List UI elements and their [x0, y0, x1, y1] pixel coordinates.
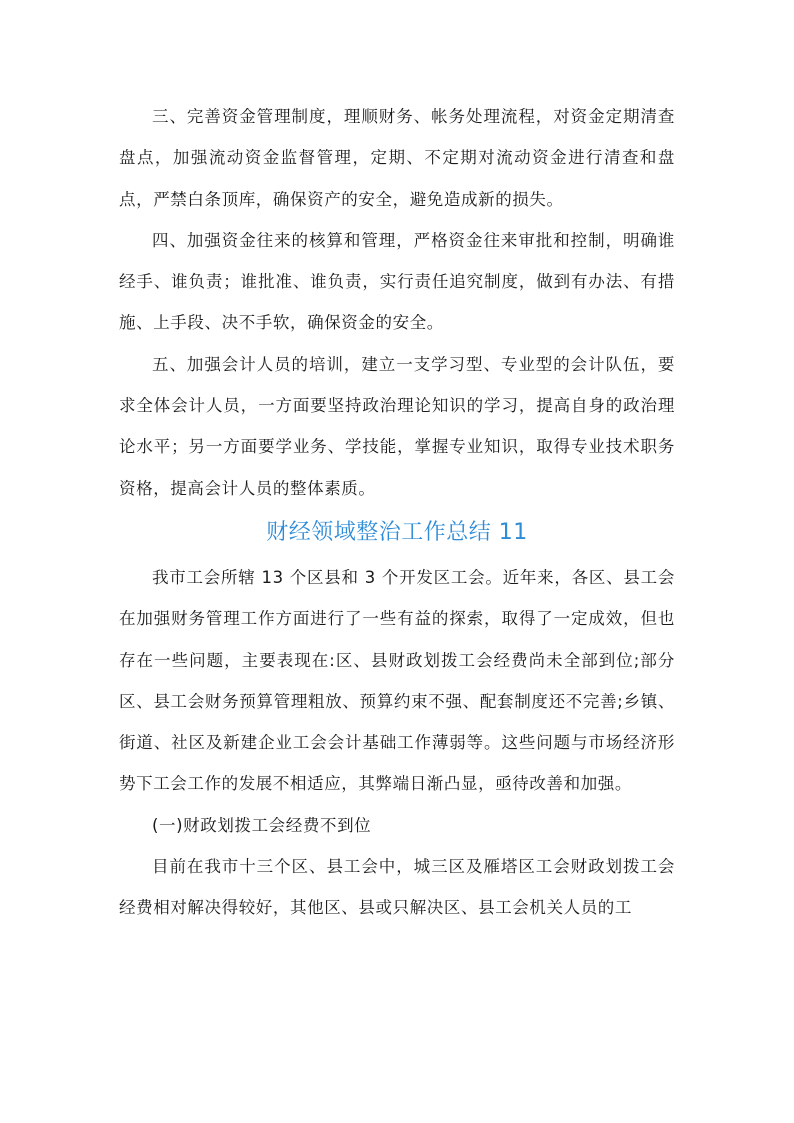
paragraph-current-situation: 目前在我市十三个区、县工会中，城三区及雁塔区工会财政划拨工会经费相对解决得较好，其他区、县或只解决区、县工会机关人员的工	[119, 857, 675, 918]
paragraph-fund-management: 三、完善资金管理制度，理顺财务、帐务处理流程，对资金定期清查盘点，加强流动资金监督管理，定期、不定期对流动资金进行清查和盘点，严禁白条顶库，确保资产的安全，避免造成新的损失。	[119, 107, 675, 209]
section-title: 财经领域整治工作总结 11	[266, 519, 528, 545]
paragraph-fund-accounting: 四、加强资金往来的核算和管理，严格资金往来审批和控制，明确谁经手、谁负责；谁批准、谁负责，实行责任追究制度，做到有办法、有措施、上手段、决不手软，确保资金的安全。	[119, 230, 675, 333]
subheading-funding-not-in-place: (一)财政划拨工会经费不到位	[152, 815, 372, 835]
document-page	[119, 96, 675, 929]
paragraph-union-overview: 我市工会所辖 13 个区县和 3 个开发区工会。近年来，各区、县工会在加强财务管理工作方面进行了一些有益的探索，取得了一定成效，但也存在一些问题，主要表现在:区、县财政划拨工会经费尚未全部到位;部分区、县工会财务预算管理粗放、预算约束不强、配套制度还不完善;乡镇、街道、社区及新建企业工会会计基础工作薄弱等。这些问题与市场经济形势下工会工作的发展不相适应，其弊端日渐凸显，亟待改善和加强。	[119, 567, 675, 794]
paragraph-accountant-training: 五、加强会计人员的培训，建立一支学习型、专业型的会计队伍，要求全体会计人员，一方面要坚持政治理论知识的学习，提高自身的政治理论水平；另一方面要学业务、学技能，掌握专业知识，取得专业技术职务资格，提高会计人员的整体素质。	[119, 354, 675, 498]
